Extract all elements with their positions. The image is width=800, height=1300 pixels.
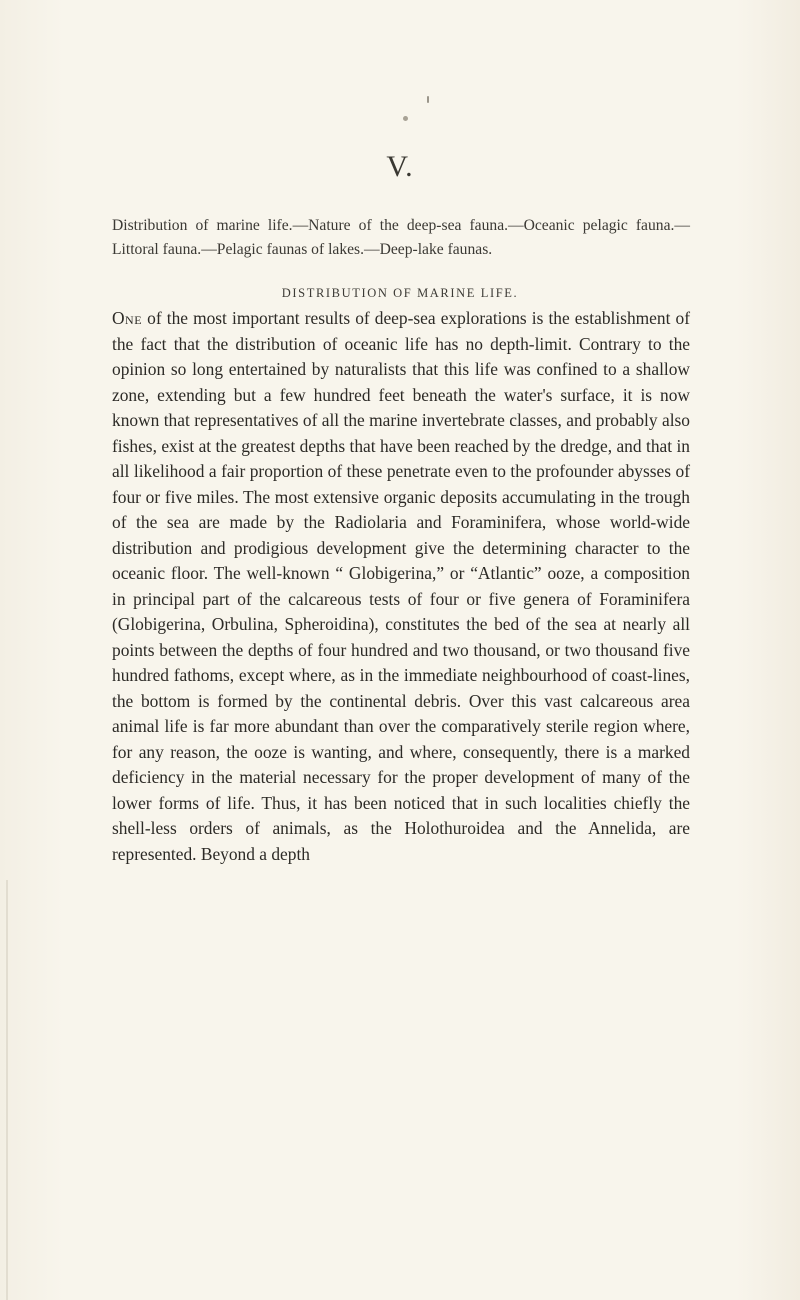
ink-speck bbox=[403, 116, 408, 121]
chapter-summary: Distribution of marine life.—Nature of the deep-sea fauna.—Oceanic pelagic fauna.—Littoral fauna.—Pelagic faunas of lakes.—Deep-lake faunas. bbox=[112, 217, 690, 258]
lead-word: One bbox=[112, 308, 143, 328]
chapter-number: V. bbox=[386, 150, 414, 183]
section-heading: DISTRIBUTION OF MARINE LIFE. bbox=[281, 286, 519, 300]
ink-speck bbox=[427, 96, 429, 103]
page-edge-shadow bbox=[6, 880, 8, 1300]
body-paragraph bbox=[112, 306, 690, 867]
body-text: of the most important results of deep-sea explorations is the establishment of the fact that the distribution of oceanic life has no depth-limit. Contrary to the opinion so long entertained by naturalists that this life was confined to a shallow zone, extending but a few hundred feet beneath the water's surface, it is now known that representatives of all the marine invertebrate classes, and probably also fishes, exist at the greatest depths that have been reached by the dredge, and that in all likelihood a fair proportion of these penetrate even to the profounder abysses of four or five miles. The most extensive organic deposits accumulating in the trough of the sea are made by the Radiolaria and Foraminifera, whose world-wide distribution and prodigious development give the determining character to the oceanic floor. The well-known “ Globigerina,” or “Atlantic” ooze, a composition in principal part of the calcareous tests of four or five genera of Foraminifera (Globigerina, Orbulina, Spheroidina), constitutes the bed of the sea at nearly all points between the depths of four hundred and two thousand, or two thousand five hundred fathoms, except where, as in the immediate neighbourhood of coast-lines, the bottom is formed by the continental debris. Over this vast calcareous area animal life is far more abundant than over the comparatively sterile region where, for any reason, the ooze is wanting, and where, consequently, there is a marked deficiency in the material necessary for the proper development of many of the lower forms of life. Thus, it has been noticed that in such localities chiefly the shell-less orders of animals, as the Holothuroidea and the Annelida, are represented. Beyond a depth bbox=[112, 308, 690, 864]
